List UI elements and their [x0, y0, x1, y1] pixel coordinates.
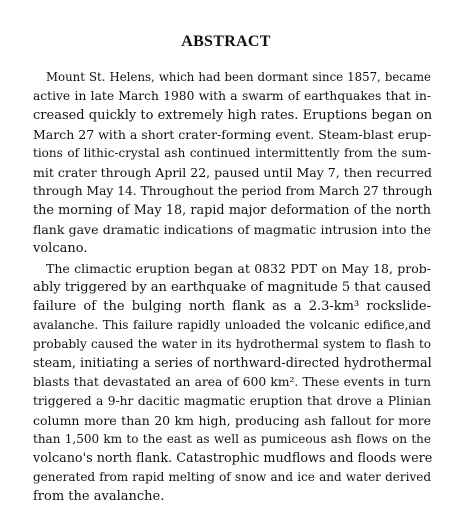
paragraph-1-line-6: mit crater through April 22, paused until May 7, then recurred [33, 165, 432, 180]
paragraph-1-line-7: through May 14. Throughout the period from March 27 through [33, 184, 433, 198]
paragraph-1-line-4: March 27 with a short crater-forming event. Steam-blast erup- [33, 127, 432, 142]
paragraph-2-line-10: than 1,500 km to the east as well as pumiceous ash flows on the [33, 432, 431, 446]
paragraph-1-line-10: volcano. [33, 241, 88, 256]
paragraph-1-line-2: active in late March 1980 with a swarm of earthquakes that in- [33, 89, 431, 103]
paragraph-1-line-9: flank gave dramatic indications of magmatic intrusion into the [33, 222, 431, 237]
paragraph-1-line-8: the morning of May 18, rapid major deformation of the north [33, 203, 431, 218]
paragraph-2-line-11: volcano's north flank. Catastrophic mudflows and floods were [33, 451, 433, 466]
paragraph-2-line-7: blasts that devastated an area of 600 km². These events in turn [33, 375, 431, 389]
paragraph-1-line-5: tions of lithic-crystal ash continued intermittently from the sum- [33, 146, 431, 160]
paragraph-1-line-3: creased quickly to extremely high rates. Eruptions began on [33, 108, 433, 123]
paragraph-2-line-3: failure of the bulging north flank as a 2.3-km³ rockslide- [33, 299, 431, 314]
paragraph-1-line-1: Mount St. Helens, which had been dormant since 1857, became [46, 70, 431, 84]
abstract-heading: ABSTRACT [181, 33, 271, 50]
paragraph-2-line-6: steam, initiating a series of northward-directed hydrothermal [33, 356, 432, 371]
paragraph-2-line-2: ably triggered by an earthquake of magnitude 5 that caused [33, 280, 432, 295]
paragraph-2-line-12: generated from rapid melting of snow and ice and water derived [33, 470, 431, 484]
paragraph-2-line-8: triggered a 9-hr dacitic magmatic eruption that drove a Plinian [33, 394, 431, 408]
paragraph-2-line-4: avalanche. This failure rapidly unloaded the volcanic edifice,and [33, 318, 431, 332]
paragraph-2-line-1: The climactic eruption began at 0832 PDT on May 18, prob- [46, 261, 431, 276]
paragraph-2-line-9: column more than 20 km high, producing ash fallout for more [33, 413, 431, 428]
paragraph-2-line-5: probably caused the water in its hydrothermal system to flash to [33, 337, 431, 351]
paragraph-2-line-13: from the avalanche. [33, 489, 165, 504]
